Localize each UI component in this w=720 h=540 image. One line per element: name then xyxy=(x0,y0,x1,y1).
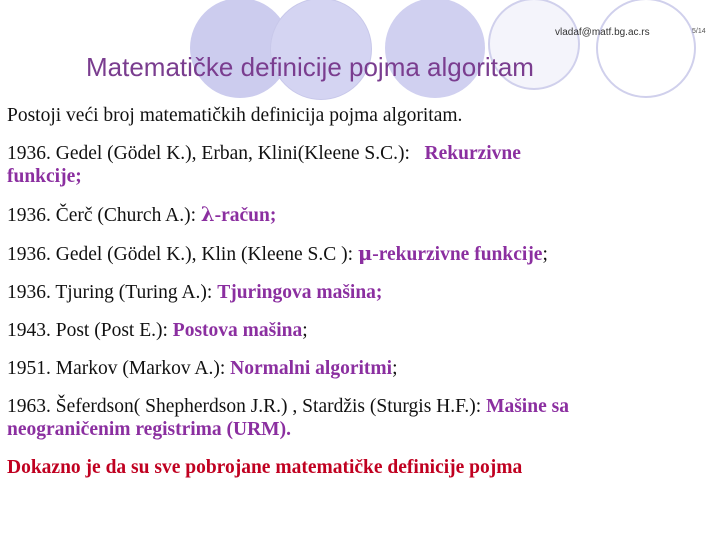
definition-source: 1936. Tjuring (Turing A.): xyxy=(7,282,218,303)
intro-text: Postoji veći broj matematičkih definicija pojma algoritam. xyxy=(7,105,463,126)
decorative-circle xyxy=(596,0,696,98)
definition-item-post xyxy=(7,319,715,342)
definition-name: Normalni algoritmi xyxy=(230,358,393,379)
definition-name-continued: funkcije; xyxy=(7,166,82,187)
definition-source: 1963. Šeferdson( Shepherdson J.R.) , Stardžis (Sturgis H.F.): xyxy=(7,396,487,417)
definition-item-gedel-klin xyxy=(7,242,715,266)
slide-title: Matematičke definicije pojma algoritam xyxy=(86,52,534,82)
definition-source: 1936. Čerč (Church A.): xyxy=(7,205,201,226)
slide-content xyxy=(7,96,715,479)
definition-name: -rekurzivne funkcije xyxy=(372,244,543,265)
lambda-symbol: λ xyxy=(200,203,215,226)
definition-item-turing xyxy=(7,281,715,304)
definition-source: 1943. Post (Post E.): xyxy=(7,320,173,341)
definition-name: Tjuringova mašina; xyxy=(217,282,383,303)
decorative-circle xyxy=(270,0,372,100)
definition-source: 1951. Markov (Markov A.): xyxy=(7,358,231,379)
definition-item-markov xyxy=(7,357,715,380)
definition-name: Postova mašina xyxy=(172,320,303,341)
definition-suffix: ; xyxy=(302,320,308,341)
definition-name: Rekurzivne xyxy=(424,143,521,164)
definition-item-gedel-erban-klini xyxy=(7,142,715,188)
decorative-circle xyxy=(385,0,485,98)
definition-name: -račun; xyxy=(214,205,277,226)
definition-name-continued: neograničenim registrima (URM). xyxy=(7,419,291,440)
definition-name: Mašine sa xyxy=(486,396,569,417)
author-email: vladaf@matf.bg.ac.rs xyxy=(555,27,650,38)
mu-symbol: μ xyxy=(357,242,373,265)
definition-suffix: ; xyxy=(392,358,398,379)
conclusion-text: Dokazno je da su sve pobrojane matematičke definicije pojma xyxy=(7,457,523,478)
definition-source: 1936. Gedel (Gödel K.), Erban, Klini(Kleene S.C.): xyxy=(7,143,425,164)
definition-source: 1936. Gedel (Gödel K.), Klin (Kleene S.C ): xyxy=(7,244,358,265)
page-number: 5/14 xyxy=(692,28,706,35)
definition-item-church xyxy=(7,203,715,227)
definition-item-shepherdson-sturgis xyxy=(7,395,715,441)
definition-suffix: ; xyxy=(542,244,548,265)
